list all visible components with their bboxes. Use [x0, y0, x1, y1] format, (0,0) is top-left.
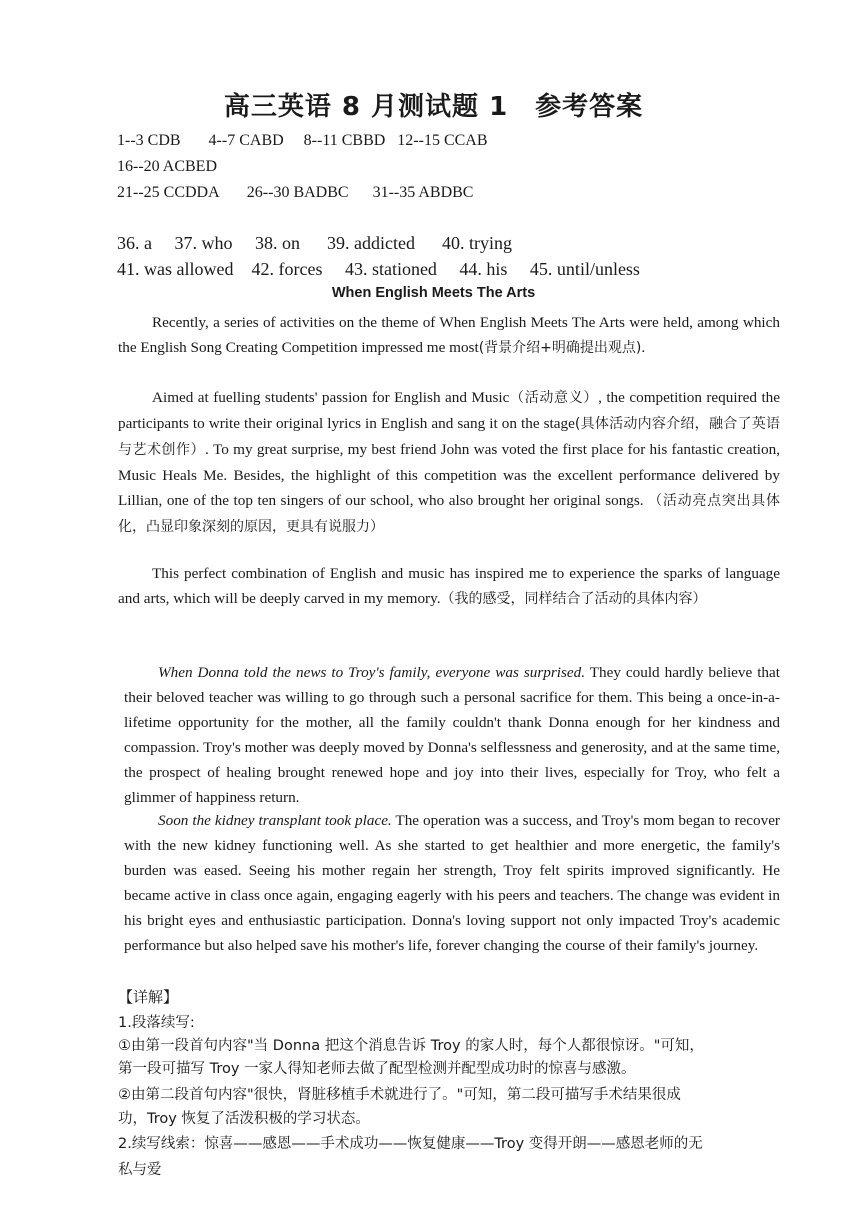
- detail-line-1: 1.段落续写:: [118, 1015, 195, 1031]
- detail-line-6: 2.续写线索：惊喜——感恩——手术成功——恢复健康——Troy 变得开朗——感恩老师的无: [118, 1136, 703, 1152]
- answer-line-1: 1--3 CDB 4--7 CABD 8--11 CBBD 12--15 CCAB: [117, 132, 488, 149]
- essay-paragraph-2: [118, 385, 780, 540]
- essay-p1-note: (背景介绍+明确提出观点): [478, 340, 642, 356]
- essay-p2-text-1: Aimed at fuelling students' passion for English and Music: [152, 389, 510, 406]
- story-paragraph-2: [124, 808, 780, 958]
- essay-p1-end: .: [641, 339, 646, 356]
- page-title: 高三英语 8 月测试题 1 参考答案: [223, 92, 644, 122]
- fill-answer-line-1: 36. a 37. who 38. on 39. addicted 40. trying: [117, 233, 512, 253]
- answer-line-3: 21--25 CCDDA 26--30 BADBC 31--35 ABDBC: [117, 184, 474, 201]
- detail-line-5: 功，Troy 恢复了活泼积极的学习状态。: [118, 1111, 370, 1127]
- essay-p2-text-3: . To my great surprise, my best friend John was voted the first place for his fantastic creation, Music Heals Me. Besides, the highlight of this competition was the excellent performance delivered by Lillian, one of the top ten singers of our school, who also brought her original songs.: [118, 441, 780, 509]
- essay-paragraph-3: [118, 561, 780, 612]
- detail-line-4: ②由第二段首句内容"很快，肾脏移植手术就进行了。"可知，第二段可描写手术结果很成: [118, 1087, 681, 1103]
- detail-line-7: 私与爱: [118, 1162, 162, 1178]
- essay-p1-text: Recently, a series of activities on the theme of When English Meets The Arts were held, among which the English Song Creating Competition impressed me most: [118, 314, 780, 356]
- detail-line-2: ①由第一段首句内容"当 Donna 把这个消息告诉 Troy 的家人时，每个人都很惊讶。"可知，: [118, 1038, 704, 1054]
- essay-paragraph-1: [118, 310, 780, 361]
- essay-p2-note-2: (具体活动内容介绍，融合了英语与艺术创作）: [118, 416, 780, 458]
- essay-p2-note-1: （活动意义）: [509, 390, 599, 406]
- story-p2-body: The operation was a success, and Troy's mom began to recover with the new kidney functioning well. As she started to get healthier and more energetic, the family's burden was eased. Seeing his mother regain her strength, Troy felt spirits improved significantly. He became active in class once again, engaging eagerly with his peers and teachers. The change was evident in his bright eyes and enthusiastic participation. Donna's loving support not only impacted Troy's academic performance but also helped save his mother's life, forever changing the course of their family's journey.: [124, 812, 780, 954]
- story-p1-body: They could hardly believe that their beloved teacher was willing to go through such a personal sacrifice for them. This being a once-in-a-lifetime opportunity for the mother, all the family couldn't thank Donna enough for her kindness and compassion. Troy's mother was deeply moved by Donna's selflessness and generosity, and at the same time, the prospect of healing brought renewed hope and joy into their lives, especially for Troy, who felt a glimmer of happiness return.: [124, 664, 780, 806]
- essay-p2-note-3: （活动亮点突出具体化，凸显印象深刻的原因，更具有说服力）: [118, 493, 781, 535]
- story-p1-lead: When Donna told the news to Troy's family, everyone was surprised.: [158, 664, 586, 681]
- essay-p3-note: （我的感受，同样结合了活动的具体内容）: [440, 591, 707, 607]
- answer-line-2: 16--20 ACBED: [117, 158, 217, 175]
- essay-title: When English Meets The Arts: [331, 285, 536, 301]
- fill-answer-line-2: 41. was allowed 42. forces 43. stationed 44. his 45. until/unless: [117, 259, 640, 279]
- detail-line-3: 第一段可描写 Troy 一家人得知老师去做了配型检测并配型成功时的惊喜与感激。: [118, 1061, 636, 1077]
- detail-heading: 【详解】: [118, 988, 179, 1006]
- essay-p3-text: This perfect combination of English and music has inspired me to experience the sparks of language and arts, which will be deeply carved in my memory.: [118, 565, 780, 607]
- story-p2-lead: Soon the kidney transplant took place.: [158, 812, 392, 829]
- story-paragraph-1: [124, 660, 780, 810]
- essay-p2-text-2: , the competition required the participants to write their original lyrics in English and sang it on the stage: [118, 389, 780, 432]
